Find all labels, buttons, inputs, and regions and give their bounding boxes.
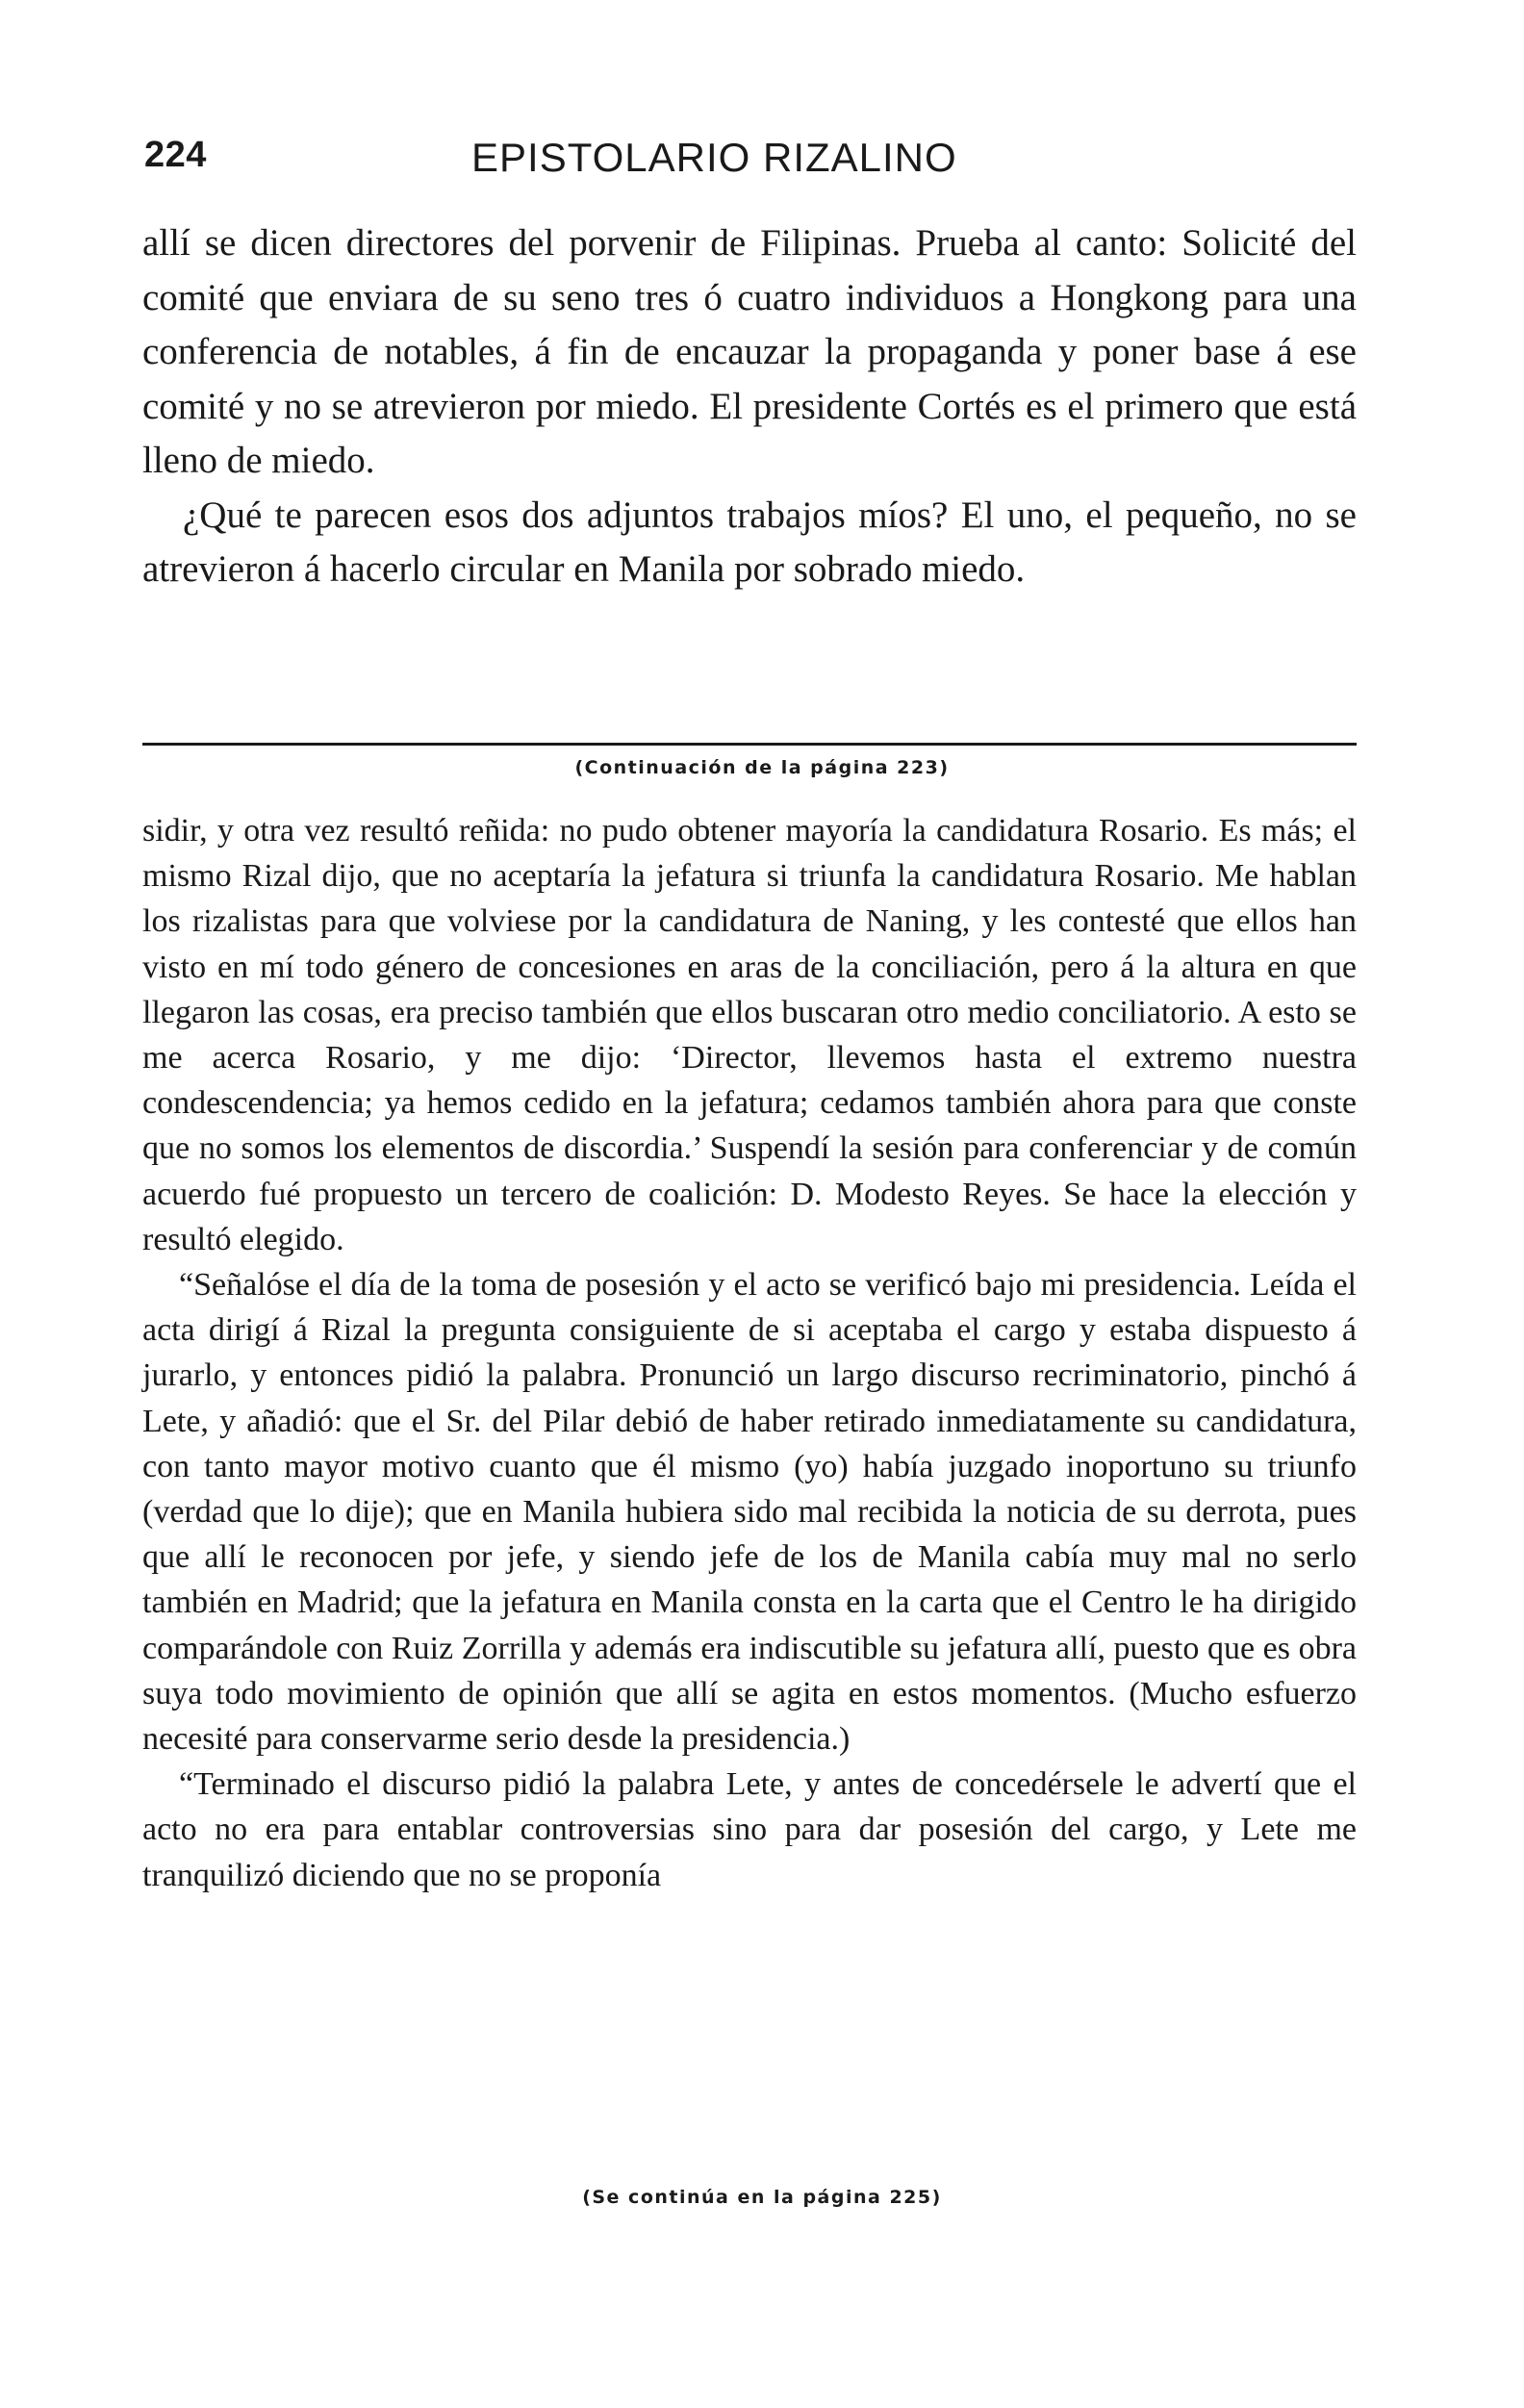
letter-paragraph-1: allí se dicen directores del porvenir de Filipinas. Prueba al canto: Solicité del comité que enviara de su seno tres ó cuatro individuos a Hongkong para una conferencia de notables, á fin de encauzar la propaganda y poner base á ese comité y no se atrevieron por miedo. El presidente Cortés es el primero que está lleno de miedo. [142,222,1357,481]
running-title: EPISTOLARIO RIZALINO [471,135,957,180]
letter-text [142,216,1357,597]
footnote-paragraph-1: sidir, y otra vez resultó reñida: no pudo obtener mayoría la candidatura Rosario. Es más; el mismo Rizal dijo, que no aceptaría la jefatura si triunfa la candidatura Rosario. Me hablan los rizalistas para que volviese por la candidatura de Naning, y les contesté que ellos han visto en mí todo género de concesiones en aras de la conciliación, pero á la altura en que llegaron las cosas, era preciso también que ellos buscaran otro medio conciliatorio. A esto se me acerca Rosario, y me dijo: ‘Director, llevemos hasta el extremo nuestra condescendencia; ya hemos cedido en la jefatura; cedamos también ahora para que conste que no somos los elementos de discordia.’ Suspendí la sesión para conferenciar y de común acuerdo fué propuesto un tercero de coalición: D. Modesto Reyes. Se hace la elección y resultó elegido. [142,813,1357,1257]
continued-note: (Se continúa en la página 225) [582,2187,942,2208]
letter-paragraph-2: ¿Qué te parecen esos dos adjuntos trabajos míos? El uno, el pequeño, no se atrevieron á hacerlo circular en Manila por sobrado miedo. [142,494,1357,590]
page-number: 224 [144,135,207,175]
footnote-text [142,808,1357,1898]
footnote-paragraph-2: “Señalóse el día de la toma de posesión y el acto se verificó bajo mi presidencia. Leída el acta dirigí á Rizal la pregunta consiguiente de si aceptaba el cargo y estaba dispuesto á jurarlo, y entonces pidió la palabra. Pronunció un largo discurso recriminatorio, pinchó á Lete, y añadió: que el Sr. del Pilar debió de haber retirado inmediatamente su candidatura, con tanto mayor motivo cuanto que él mismo (yo) había juzgado inoportuno su triunfo (verdad que lo dije); que en Manila hubiera sido mal recibida la noticia de su derrota, pues que allí le reconocen por jefe, y siendo jefe de los de Manila cabía muy mal no serlo también en Madrid; que la jefatura en Manila consta en la carta que el Centro le ha dirigido comparándole con Ruiz Zorrilla y además era indiscutible su jefatura allí, puesto que es obra suya todo movimiento de opinión que allí se agita en estos momentos. (Mucho esfuerzo necesité para conservarme serio desde la presidencia.) [142,1267,1357,1758]
continuation-note: (Continuación de la página 223) [574,757,950,778]
page-header [144,135,1357,192]
section-divider [142,743,1357,746]
footnote-paragraph-3: “Terminado el discurso pidió la palabra Lete, y antes de concedérsele le advertí que el acto no era para entablar controversias sino para dar posesión del cargo, y Lete me tranquilizó diciendo que no se proponía [142,1766,1357,1893]
